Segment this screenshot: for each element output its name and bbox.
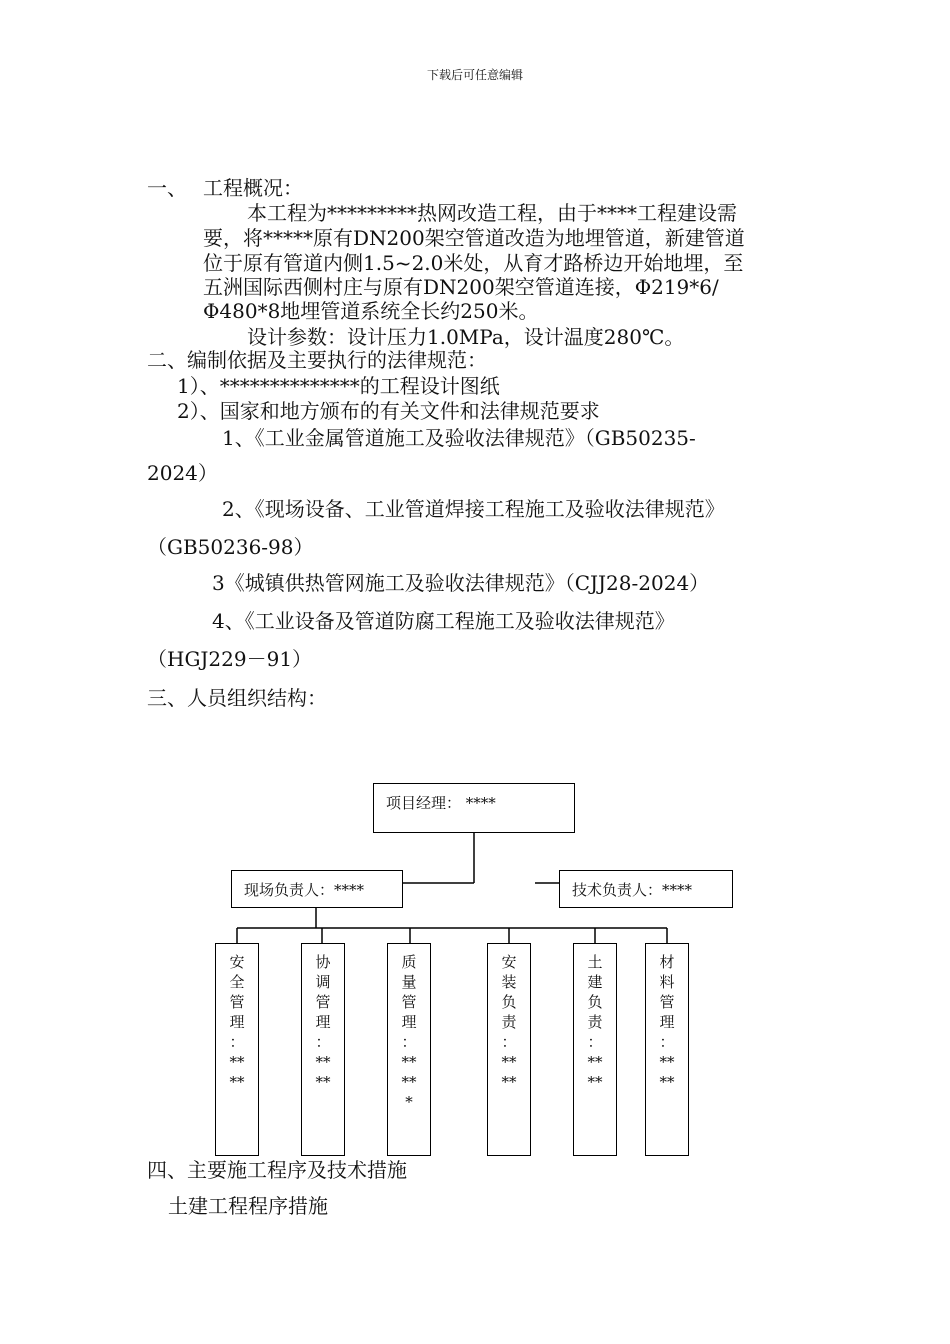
design-parameters: 设计参数：设计压力1.0MPa，设计温度280℃。 xyxy=(247,325,685,349)
role-char: 负 xyxy=(501,993,517,1011)
role-char: 调 xyxy=(315,973,331,991)
role-char: 理 xyxy=(401,1013,417,1031)
section1-para-line: 本工程为*********热网改造工程，由于****工程建设需 xyxy=(247,201,737,225)
role-char: 安 xyxy=(501,953,517,971)
role-char: ** xyxy=(587,1053,603,1071)
role-char: ** xyxy=(315,1073,331,1091)
section1-para-line: Φ480*8地埋管道系统全长约250米。 xyxy=(203,299,539,323)
standard-1-line-a: 1、《工业金属管道施工及验收法律规范》（GB50235- xyxy=(222,426,696,450)
role-char: * xyxy=(405,1093,413,1111)
section3-title: 三、人员组织结构： xyxy=(147,686,327,710)
role-char: ** xyxy=(659,1073,675,1091)
site-manager-label: 现场负责人：**** xyxy=(244,881,365,899)
role-char: ** xyxy=(401,1053,417,1071)
section2-title: 二、编制依据及主要执行的法律规范： xyxy=(147,348,487,372)
role-char: ： xyxy=(659,1033,675,1051)
role-char: 管 xyxy=(315,993,331,1011)
role-char: ： xyxy=(401,1033,417,1051)
role-box-materials xyxy=(645,943,689,1156)
role-char: 理 xyxy=(229,1013,245,1031)
role-char: ** xyxy=(587,1073,603,1091)
basis-item-2: 2）、国家和地方颁布的有关文件和法律规范要求 xyxy=(177,399,600,423)
role-char: 安 xyxy=(229,953,245,971)
role-char: ** xyxy=(401,1073,417,1091)
role-char: ** xyxy=(501,1053,517,1071)
role-box-safety xyxy=(215,943,259,1156)
role-char: 理 xyxy=(659,1013,675,1031)
role-char: ： xyxy=(315,1033,331,1051)
role-char: 量 xyxy=(401,973,417,991)
role-char: 建 xyxy=(587,973,603,991)
role-char: 责 xyxy=(587,1013,603,1031)
role-box-civil xyxy=(573,943,617,1156)
section1-para-line: 位于原有管道内侧1.5~2.0米处，从育才路桥边开始地埋，至 xyxy=(203,251,744,275)
role-char: ： xyxy=(229,1033,245,1051)
role-char: ** xyxy=(659,1053,675,1071)
role-char: 负 xyxy=(587,993,603,1011)
section1-number: 一、 xyxy=(147,176,187,200)
technical-manager-label: 技术负责人：**** xyxy=(572,881,693,899)
standard-1-line-b: 2024） xyxy=(147,461,218,485)
section4-title: 四、主要施工程序及技术措施 xyxy=(147,1158,407,1182)
role-char: ** xyxy=(229,1053,245,1071)
role-char: ** xyxy=(501,1073,517,1091)
role-char: 全 xyxy=(229,973,245,991)
site-manager-box xyxy=(231,870,403,908)
basis-item-1: 1）、**************的工程设计图纸 xyxy=(177,374,500,398)
project-manager-label: 项目经理： **** xyxy=(386,794,496,812)
role-char: 管 xyxy=(401,993,417,1011)
section4-subtitle: 土建工程程序措施 xyxy=(168,1194,328,1218)
standard-4-line-b: （HGJ229－91） xyxy=(147,647,313,671)
page-header: 下载后可任意编辑 xyxy=(426,68,523,82)
standard-3: 3《城镇供热管网施工及验收法律规范》（CJJ28-2024） xyxy=(212,571,710,595)
role-box-coordination xyxy=(301,943,345,1156)
role-box-installation xyxy=(487,943,531,1156)
standard-2-line-a: 2、《现场设备、工业管道焊接工程施工及验收法律规范》 xyxy=(222,497,725,521)
role-char: 协 xyxy=(315,953,331,971)
section1-title: 工程概况： xyxy=(203,176,303,200)
role-char: ** xyxy=(229,1073,245,1091)
standard-4-line-a: 4、《工业设备及管道防腐工程施工及验收法律规范》 xyxy=(212,609,675,633)
section1-para-line: 要，将*****原有DN200架空管道改造为地埋管道，新建管道 xyxy=(203,226,745,250)
role-char: 质 xyxy=(401,953,417,971)
section1-para-line: 五洲国际西侧村庄与原有DN200架空管道连接，Φ219*6/ xyxy=(203,275,719,299)
standard-2-line-b: （GB50236-98） xyxy=(147,535,314,559)
role-char: ： xyxy=(587,1033,603,1051)
role-char: 理 xyxy=(315,1013,331,1031)
role-char: 装 xyxy=(501,973,517,991)
role-char: ** xyxy=(315,1053,331,1071)
role-char: 管 xyxy=(229,993,245,1011)
role-char: ： xyxy=(501,1033,517,1051)
role-char: 材 xyxy=(659,953,675,971)
role-box-quality xyxy=(387,943,431,1156)
technical-manager-box xyxy=(559,870,733,908)
project-manager-box xyxy=(373,783,575,833)
role-char: 土 xyxy=(587,953,603,971)
role-char: 料 xyxy=(659,973,675,991)
role-char: 责 xyxy=(501,1013,517,1031)
role-char: 管 xyxy=(659,993,675,1011)
